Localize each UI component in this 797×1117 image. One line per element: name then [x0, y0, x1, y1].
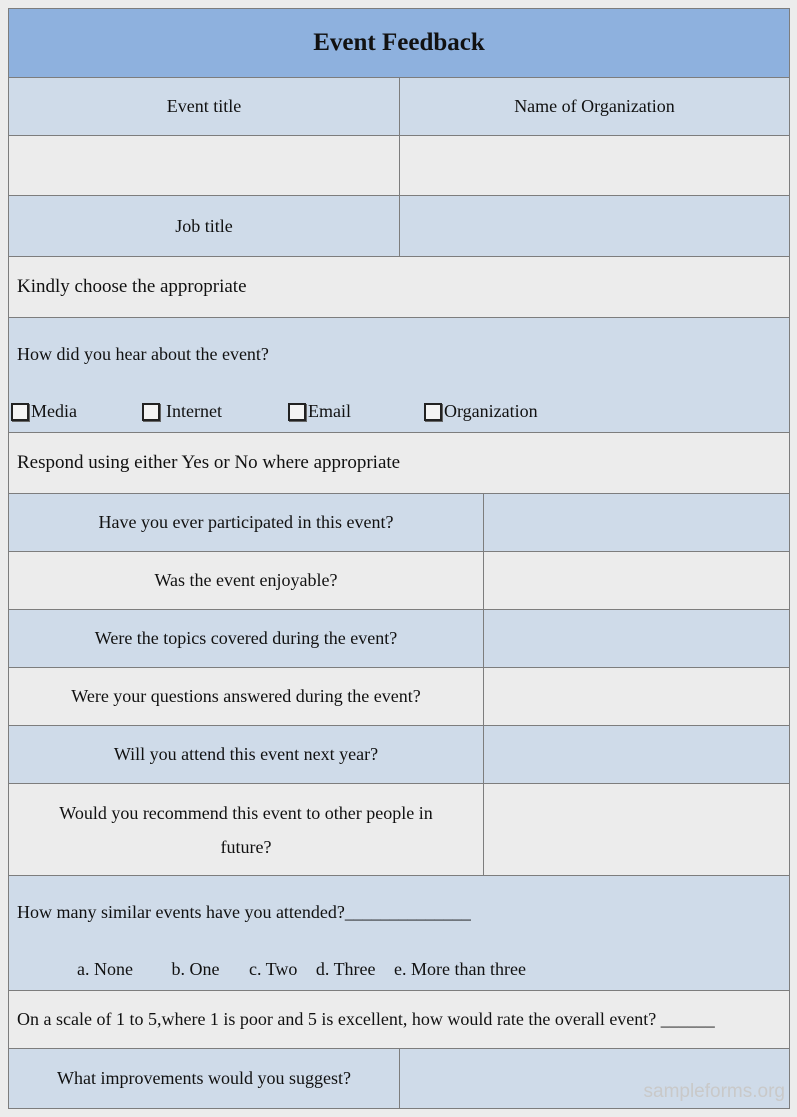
option-label: Media: [31, 401, 77, 421]
yes-no-answer-field[interactable]: [484, 668, 789, 725]
checkbox-icon[interactable]: [424, 403, 442, 421]
option-more-than-three[interactable]: e. More than three: [394, 959, 526, 979]
event-feedback-form: [8, 8, 790, 1109]
yes-no-row: [8, 552, 790, 610]
yes-no-row: [8, 726, 790, 784]
improvements-question: What improvements would you suggest?: [9, 1049, 400, 1108]
option-label: Email: [308, 401, 351, 421]
yes-no-question: Would you recommend this event to other people in future?: [9, 784, 484, 875]
yes-no-row: [8, 610, 790, 668]
hear-question: How did you hear about the event?: [17, 344, 269, 364]
yes-no-answer-field[interactable]: [484, 610, 789, 667]
option-label: Internet: [166, 401, 222, 421]
checkbox-icon[interactable]: [142, 403, 160, 421]
yes-no-answer-field[interactable]: [484, 784, 789, 875]
job-title-row: [8, 196, 790, 257]
scale-question: On a scale of 1 to 5,where 1 is poor and 5 is excellent, how would rate the overall event? ______: [8, 991, 790, 1049]
yes-no-question: Will you attend this event next year?: [9, 726, 484, 783]
yes-no-row: [8, 494, 790, 552]
respond-note: Respond using either Yes or No where appropriate: [8, 433, 790, 494]
event-title-label: Event title: [9, 78, 400, 135]
checkbox-icon[interactable]: [288, 403, 306, 421]
yes-no-answer-field[interactable]: [484, 726, 789, 783]
yes-no-question: Have you ever participated in this event?: [9, 494, 484, 551]
header-row: [8, 78, 790, 136]
option-label: Organization: [444, 401, 538, 421]
yes-no-question: Were the topics covered during the event?: [9, 610, 484, 667]
similar-events-options: [77, 959, 537, 980]
option-two[interactable]: c. Two: [248, 959, 298, 979]
organization-checkbox[interactable]: [424, 401, 538, 422]
yes-no-row: [8, 668, 790, 726]
event-title-input-row: [8, 136, 790, 196]
similar-events-row: [8, 876, 790, 991]
organization-label: Name of Organization: [514, 96, 675, 116]
option-one[interactable]: b. One: [171, 959, 220, 979]
watermark-logo: sampleforms.org: [643, 1081, 785, 1102]
yes-no-question: Were your questions answered during the event?: [9, 668, 484, 725]
job-title-field[interactable]: [400, 196, 789, 256]
option-three[interactable]: d. Three: [315, 959, 376, 979]
yes-no-answer-field[interactable]: [484, 552, 789, 609]
event-title-field[interactable]: [9, 136, 400, 195]
internet-checkbox[interactable]: [142, 401, 222, 422]
yes-no-row: [8, 784, 790, 876]
yes-no-question: Was the event enjoyable?: [9, 552, 484, 609]
hear-about-row: [8, 318, 790, 433]
checkbox-icon[interactable]: [11, 403, 29, 421]
job-title-label: Job title: [9, 196, 400, 256]
similar-events-question: How many similar events have you attended?______________: [17, 902, 471, 922]
yes-no-answer-field[interactable]: [484, 494, 789, 551]
option-none[interactable]: a. None: [77, 959, 133, 979]
kindly-choose-heading: Kindly choose the appropriate: [8, 257, 790, 318]
organization-field[interactable]: [400, 136, 789, 195]
media-checkbox[interactable]: [11, 401, 77, 422]
email-checkbox[interactable]: [288, 401, 351, 422]
form-title: Event Feedback: [8, 8, 790, 78]
